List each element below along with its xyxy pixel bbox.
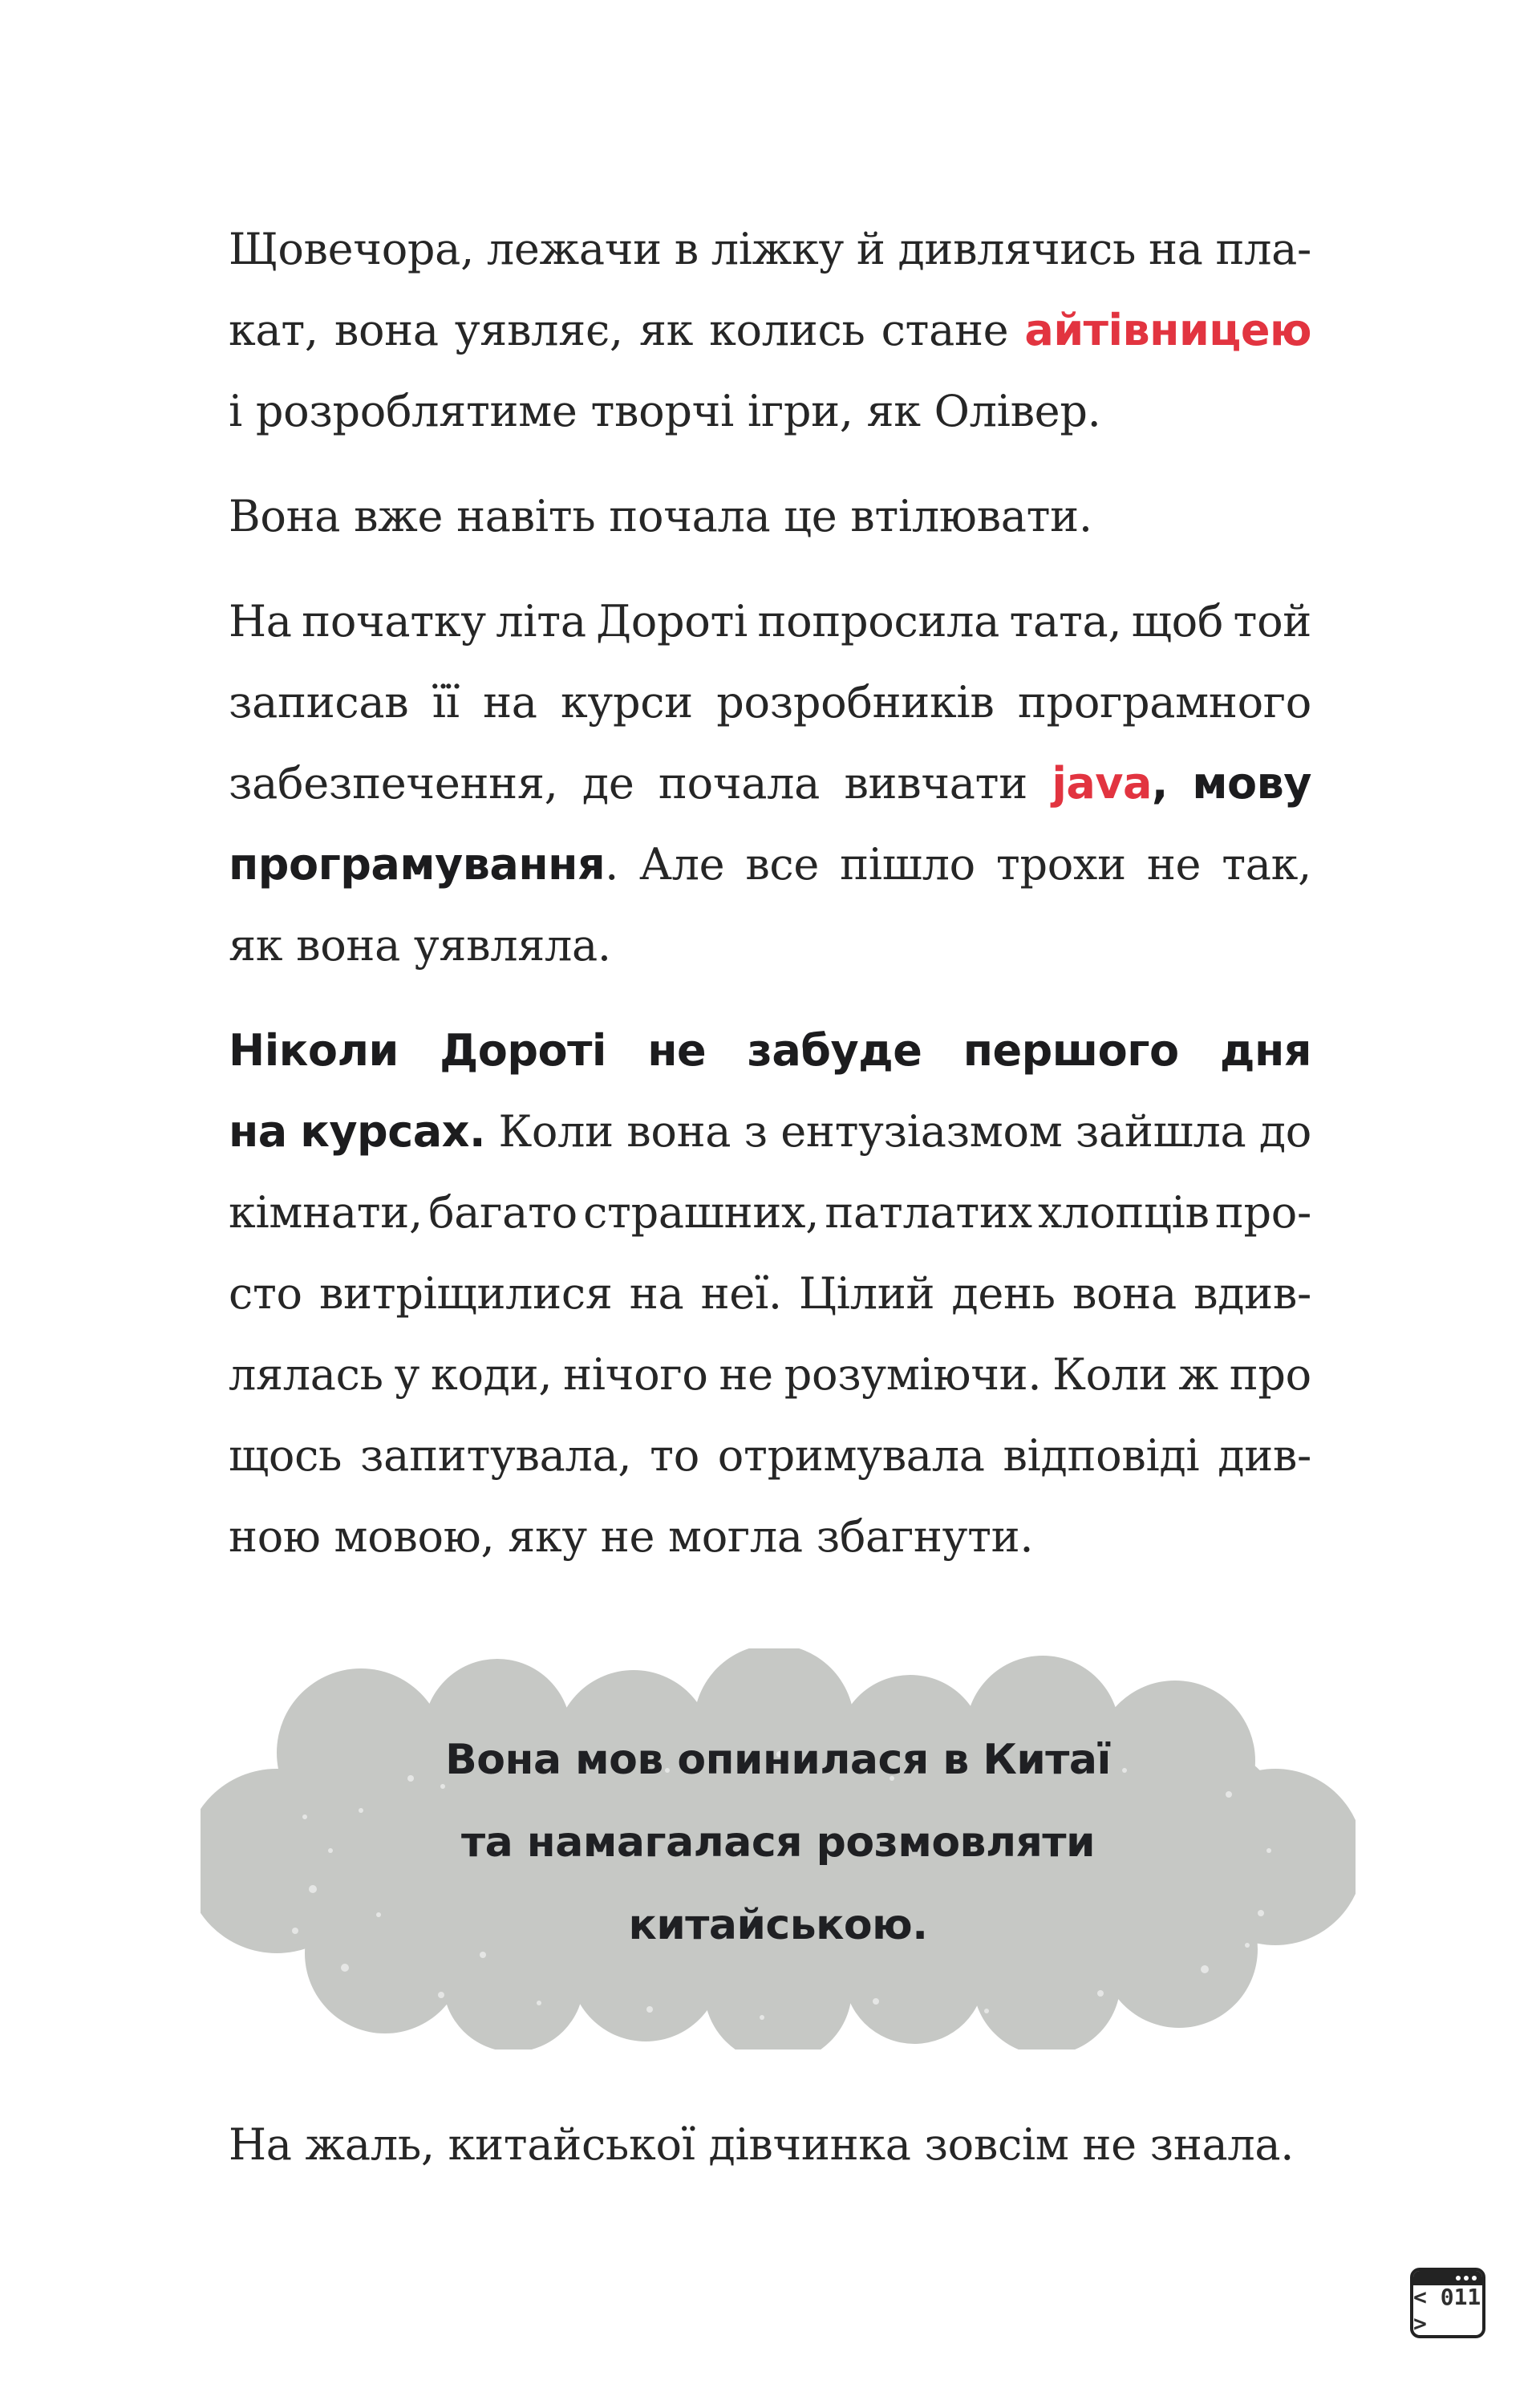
closing-paragraph: На жаль, китайської дівчинка зовсім не знала. [229,2119,1295,2170]
text-line [229,743,1311,824]
text-word: на [1148,224,1203,274]
text-word: яку [508,1511,587,1562]
text-word: не [647,1025,707,1076]
text-line [229,662,1311,743]
cloud-line: китайською. [628,1901,928,1949]
text-word: коди, [431,1349,553,1400]
text-word: страшних, [583,1187,820,1238]
text-word: трохи [995,839,1126,890]
text-word: Ніколи [229,1025,399,1076]
page-number: < 011 > [1413,2284,1481,2337]
text-word: вже [354,491,444,541]
text-line [229,371,1311,452]
text-word: вона [626,1106,732,1157]
text-word: нічого [563,1349,708,1400]
text-word: з [744,1106,768,1157]
text-word: розробників [716,677,995,728]
text-line [229,1496,1311,1577]
paragraph [229,1010,1311,1577]
text-word: вона [334,305,439,355]
text-word: як [866,386,921,436]
text-word: щоб [1131,596,1224,647]
text-word: все [745,839,820,890]
text-word: той [1233,596,1311,647]
text-word: то [650,1430,699,1481]
text-word: забезпечення, [229,758,558,809]
text-word: вивчати [844,758,1027,809]
text-word: тата, [1009,596,1122,647]
text-word: в [674,224,699,274]
text-word: програмування. [229,839,618,890]
text-word: Але [639,839,725,890]
cloud-line: та намагалася розмовляти [460,1818,1096,1867]
text-word: літа [496,596,586,647]
text-word: зайшла [1075,1106,1246,1157]
text-word: й [856,224,886,274]
text-word: курси [561,677,693,728]
text-word: втілювати. [850,491,1092,541]
text-word: попросила [757,596,1000,647]
text-word: день [951,1268,1056,1319]
text-word: першого [962,1025,1179,1076]
text-word: на [629,1268,684,1319]
text-word: колись [709,305,865,355]
text-word: не [719,1349,773,1400]
text-line [229,1091,1311,1172]
text-word: запитувала, [360,1430,632,1481]
text-word: розроблятиме [255,386,578,436]
text-word: кімнати, [229,1187,423,1238]
text-line [229,290,1311,371]
text-word: Коли [498,1106,614,1157]
text-word: розуміючи. [784,1349,1042,1400]
text-word: так, [1222,839,1311,890]
text-word: ж [1178,1349,1218,1400]
text-word: Вона [229,491,341,541]
window-dot [1464,2276,1469,2281]
cloud-line: Вона мов опинилася в Китаї [445,1736,1111,1784]
text-word: ною [229,1511,321,1562]
text-word: витріщилися [318,1268,613,1319]
text-word: багато [428,1187,578,1238]
text-word: почала [609,491,771,541]
text-word: сто [229,1268,302,1319]
text-word: про [1229,1349,1311,1400]
text-word: записав [229,677,409,728]
text-word: хлопців [1038,1187,1210,1238]
text-word: про- [1214,1187,1311,1238]
text-line [229,1415,1311,1496]
text-word: Цілий [799,1268,935,1319]
text-word: неї. [700,1268,782,1319]
text-word: Олівер. [934,386,1101,436]
text-word: уявляла. [413,920,611,971]
text-word: курсах. [300,1106,485,1157]
text-word: мовою, [334,1511,495,1562]
text-word: Коли [1052,1349,1168,1400]
text-word: Дороті [596,596,748,647]
cloud-text [201,1719,1356,1967]
text-line [229,824,1311,905]
text-word: пла- [1215,224,1311,274]
text-word: пішло [840,839,975,890]
text-word: див- [1218,1430,1311,1481]
text-word: до [1258,1106,1311,1157]
paragraph [229,209,1311,452]
window-dot [1456,2276,1461,2281]
text-word: як [638,305,694,355]
text-word: у [394,1349,420,1400]
text-word: почала [658,758,821,809]
text-word: ентузіазмом [780,1106,1063,1157]
text-word: відповіді [1003,1430,1200,1481]
text-word: мову [1192,758,1311,809]
window-dot [1472,2276,1477,2281]
text-word: вдив- [1194,1268,1311,1319]
window-body [1413,2285,1482,2335]
text-word: дивлячись [898,224,1137,274]
text-word: айтівницею [1024,305,1311,355]
text-word: на [483,677,537,728]
text-word: не [1146,839,1202,890]
text-word: це [784,491,837,541]
text-line [229,1334,1311,1415]
text-word: На [229,596,292,647]
page-number-badge [1410,2268,1485,2338]
text-line [229,209,1311,290]
text-word: лежачи [486,224,662,274]
text-word: Дороті [440,1025,606,1076]
text-word: творчі [590,386,734,436]
text-column [229,209,1311,1601]
text-word: програмного [1017,677,1311,728]
text-line [229,476,1311,557]
text-word: вона [1072,1268,1177,1319]
text-word: де [582,758,634,809]
text-word: початку [302,596,486,647]
text-line [229,1253,1311,1334]
text-word: лялась [229,1349,383,1400]
paragraph [229,581,1311,986]
text-word: стане [881,305,1009,355]
text-word: могла [668,1511,803,1562]
text-word: вона [296,920,400,971]
text-line [229,905,1311,986]
text-word: на [229,1106,287,1157]
text-word: кат, [229,305,318,355]
text-word: дня [1219,1025,1311,1076]
text-word: навіть [456,491,596,541]
text-word: не [600,1511,655,1562]
text-word: ігри, [747,386,853,436]
text-word: і [229,386,242,436]
text-word: забуде [747,1025,922,1076]
text-line [229,1172,1311,1253]
text-word: збагнути. [816,1511,1034,1562]
text-word: патлатих [825,1187,1032,1238]
text-word: уявляє, [454,305,623,355]
text-word: як [229,920,283,971]
text-word: щось [229,1430,342,1481]
text-word: ліжку [711,224,844,274]
text-word: її [432,677,460,728]
text-word: Щовечора, [229,224,474,274]
text-line [229,581,1311,662]
text-word: java, [1052,758,1168,809]
text-word: отримувала [717,1430,985,1481]
text-line [229,1010,1311,1091]
paragraph [229,476,1311,557]
cloud-callout [201,1648,1356,2050]
